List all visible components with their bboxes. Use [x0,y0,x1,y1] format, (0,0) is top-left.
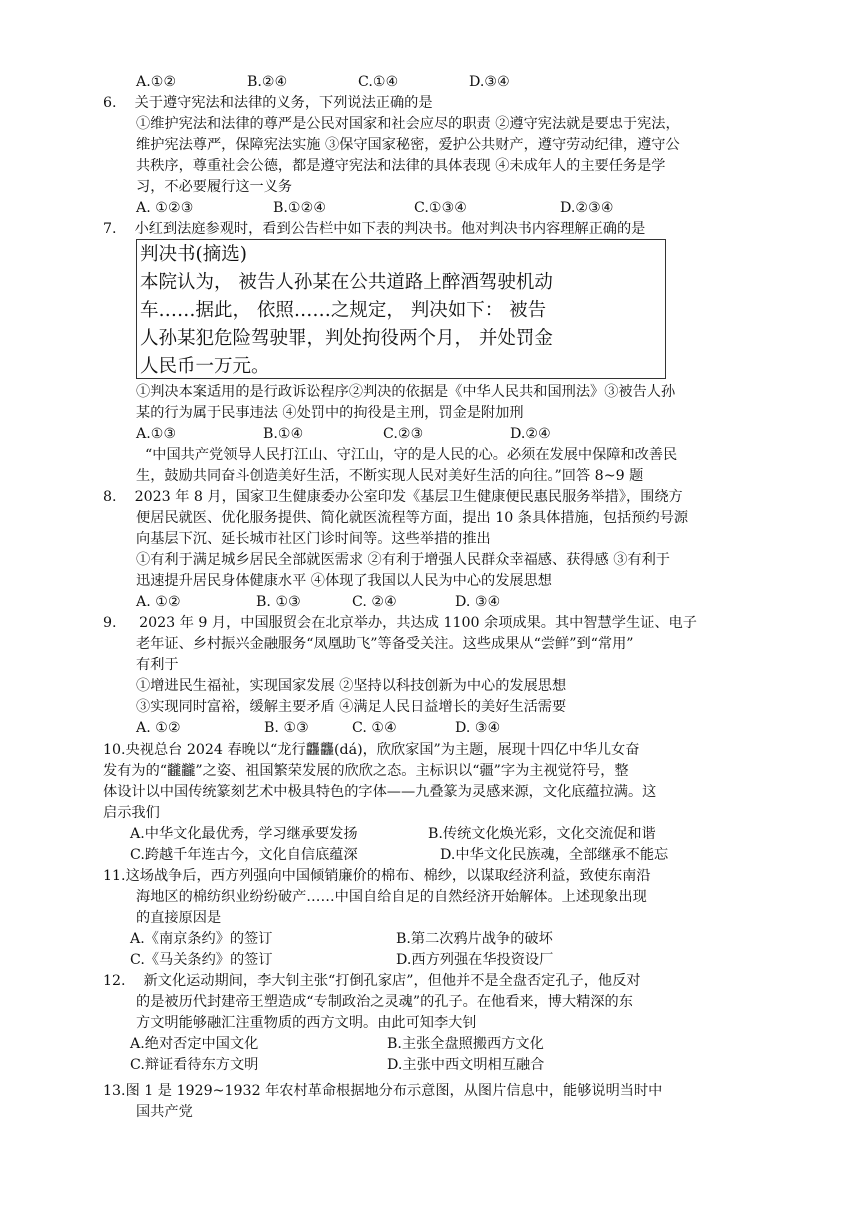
q10-option-d: D.中华文化民族魂，全部继承不能忘 [440,847,669,863]
q5-option-a: A.①② [136,74,177,90]
q9-option-c: C. ①④ [352,720,397,736]
q10-option-c: C.跨越千年连古今，文化自信底蕴深 [130,847,358,863]
q10-option-a: A.中华文化最优秀，学习继承要发扬 [130,826,358,842]
q11-option-d: D.西方列强在华投资设厂 [396,952,554,968]
material-line: 生，鼓励共同奋斗创造美好生活，不断实现人民对美好生活的向往。”回答 8~9 题 [136,468,644,484]
q11-option-c: C.《马关条约》的签订 [130,952,273,968]
verdict-line: 本院认为， 被告人孙某在公共道路上醉酒驾驶机动 [140,272,553,293]
q12-line: 的是被历代封建帝王塑造成“专制政治之灵魂”的孔子。在他看来，博大精深的东 [136,994,633,1010]
q11-line: 海地区的棉纺织业纷纷破产……中国自给自足的自然经济开始解体。上述现象出现 [136,889,647,905]
q10-line: 体设计以中国传统篆刻艺术中极具特色的字体——九叠篆为灵感来源，文化底蕴拉满。这 [103,784,657,800]
verdict-title: 判决书(摘选) [140,244,247,265]
verdict-line: 车……据此， 依照……之规定， 判决如下： 被告 [140,300,547,321]
q12-stem: 12. 新文化运动期间，李大钊主张“打倒孔家店”，但他并不是全盘否定孔子，他反对 [103,973,641,989]
q6-stem: 6. 关于遵守宪法和法律的义务，下列说法正确的是 [103,95,433,111]
verdict-line: 人孙某犯危险驾驶罪，判处拘役两个月， 并处罚金 [140,328,553,349]
q5-option-b: B.②④ [247,74,288,90]
q6-option-b: B.①②④ [273,200,327,216]
q6-line: 共秩序，尊重社会公德，都是遵守宪法和法律的具体表现 ④未成年人的主要任务是学 [136,158,666,174]
q9-line: ③实现同时富裕，缓解主要矛盾 ④满足人民日益增长的美好生活需要 [136,699,567,715]
q8-option-c: C. ②④ [352,594,397,610]
q13-line: 国共产党 [136,1104,193,1120]
q7-line: ①判决本案适用的是行政诉讼程序②判决的依据是《中华人民共和国刑法》③被告人孙 [136,384,676,400]
q6-option-c: C.①③④ [414,200,468,216]
q9-line: ①增进民生福祉，实现国家发展 ②坚持以科技创新为中心的发展思想 [136,678,567,694]
q8-line: ①有利于满足城乡居民全部就医需求 ②有利于增强人民群众幸福感、获得感 ③有利于 [136,552,670,568]
q8-line: 便居民就医、优化服务提供、简化就医流程等方面，提出 10 条具体措施，包括预约号源 [136,510,689,526]
q11-line: 的直接原因是 [136,910,222,926]
q12-option-d: D.主张中西文明相互融合 [387,1057,545,1073]
q5-option-c: C.①④ [358,74,399,90]
q7-option-b: B.①④ [263,426,304,442]
q5-option-d: D.③④ [469,74,510,90]
q10-line: 10.央视总台 2024 春晚以“龙行龘龘(dá)，欣欣家国”为主题，展现十四亿中华儿女奋 [103,742,640,758]
q8-option-a: A. ①② [136,594,181,610]
q7-option-c: C.②③ [383,426,424,442]
q9-option-a: A. ①② [136,720,181,736]
q7-line: 某的行为属于民事违法 ④处罚中的拘役是主刑，罚金是附加刑 [136,405,524,421]
q7-option-a: A.①③ [136,426,177,442]
q9-stem: 9. 2023 年 9 月，中国服贸会在北京举办，共达成 1100 余项成果。其中智慧学生证、电子 [103,615,697,631]
q11-option-a: A.《南京条约》的签订 [130,931,273,947]
verdict-box [136,239,666,379]
q11-option-b: B.第二次鸦片战争的破坏 [396,931,553,947]
q8-option-b: B. ①③ [256,594,301,610]
q8-line: 向基层下沉、延长城市社区门诊时间等。这些举措的推出 [136,531,491,547]
q9-line: 有利于 [136,657,179,673]
q12-option-c: C.辩证看待东方文明 [130,1057,259,1073]
q9-option-d: D. ③④ [455,720,501,736]
q12-option-b: B.主张全盘照搬西方文化 [387,1036,544,1052]
q6-line: ①维护宪法和法律的尊严是公民对国家和社会应尽的职责 ②遵守宪法就是要忠于宪法， [136,116,680,132]
verdict-line: 人民币一万元。 [140,356,270,377]
q7-option-d: D.②④ [510,426,551,442]
q12-line: 方文明能够融汇注重物质的西方文明。由此可知李大钊 [136,1015,477,1031]
q6-option-d: D.②③④ [560,200,614,216]
q9-line: 老年证、乡村振兴金融服务“凤凰助飞”等备受关注。这些成果从“尝鲜”到“常用” [136,636,634,652]
q12-option-a: A.绝对否定中国文化 [130,1036,259,1052]
q8-option-d: D. ③④ [455,594,501,610]
q8-line: 迅速提升居民身体健康水平 ④体现了我国以人民为中心的发展思想 [136,573,552,589]
q13-line: 13.图 1 是 1929~1932 年农村革命根据地分布示意图，从图片信息中，能够说明当时中 [103,1083,663,1099]
q10-line: 启示我们 [103,805,160,821]
q6-option-a: A. ①②③ [136,200,194,216]
q7-stem: 7. 小红到法庭参观时，看到公告栏中如下表的判决书。他对判决书内容理解正确的是 [103,221,646,237]
material-line: “中国共产党领导人民打江山、守江山，守的是人民的心。必须在发展中保障和改善民 [136,447,678,463]
q6-line: 维护宪法尊严，保障宪法实施 ③保守国家秘密，爱护公共财产，遵守劳动纪律，遵守公 [136,137,680,153]
q10-option-b: B.传统文化焕光彩，文化交流促和谐 [428,826,656,842]
q11-line: 11.这场战争后，西方列强向中国倾销廉价的棉布、棉纱，以谋取经济利益，致使东南沿 [103,868,651,884]
q6-line: 习，不必要履行这一义务 [136,179,293,195]
q8-stem: 8. 2023 年 8 月，国家卫生健康委办公室印发《基层卫生健康便民惠民服务举措》，围绕方 [103,489,683,505]
q10-line: 发有为的“龖龖”之姿、祖国繁荣发展的欣欣之态。主标识以“疆”字为主视觉符号，整 [103,763,629,779]
q9-option-b: B. ①③ [264,720,309,736]
